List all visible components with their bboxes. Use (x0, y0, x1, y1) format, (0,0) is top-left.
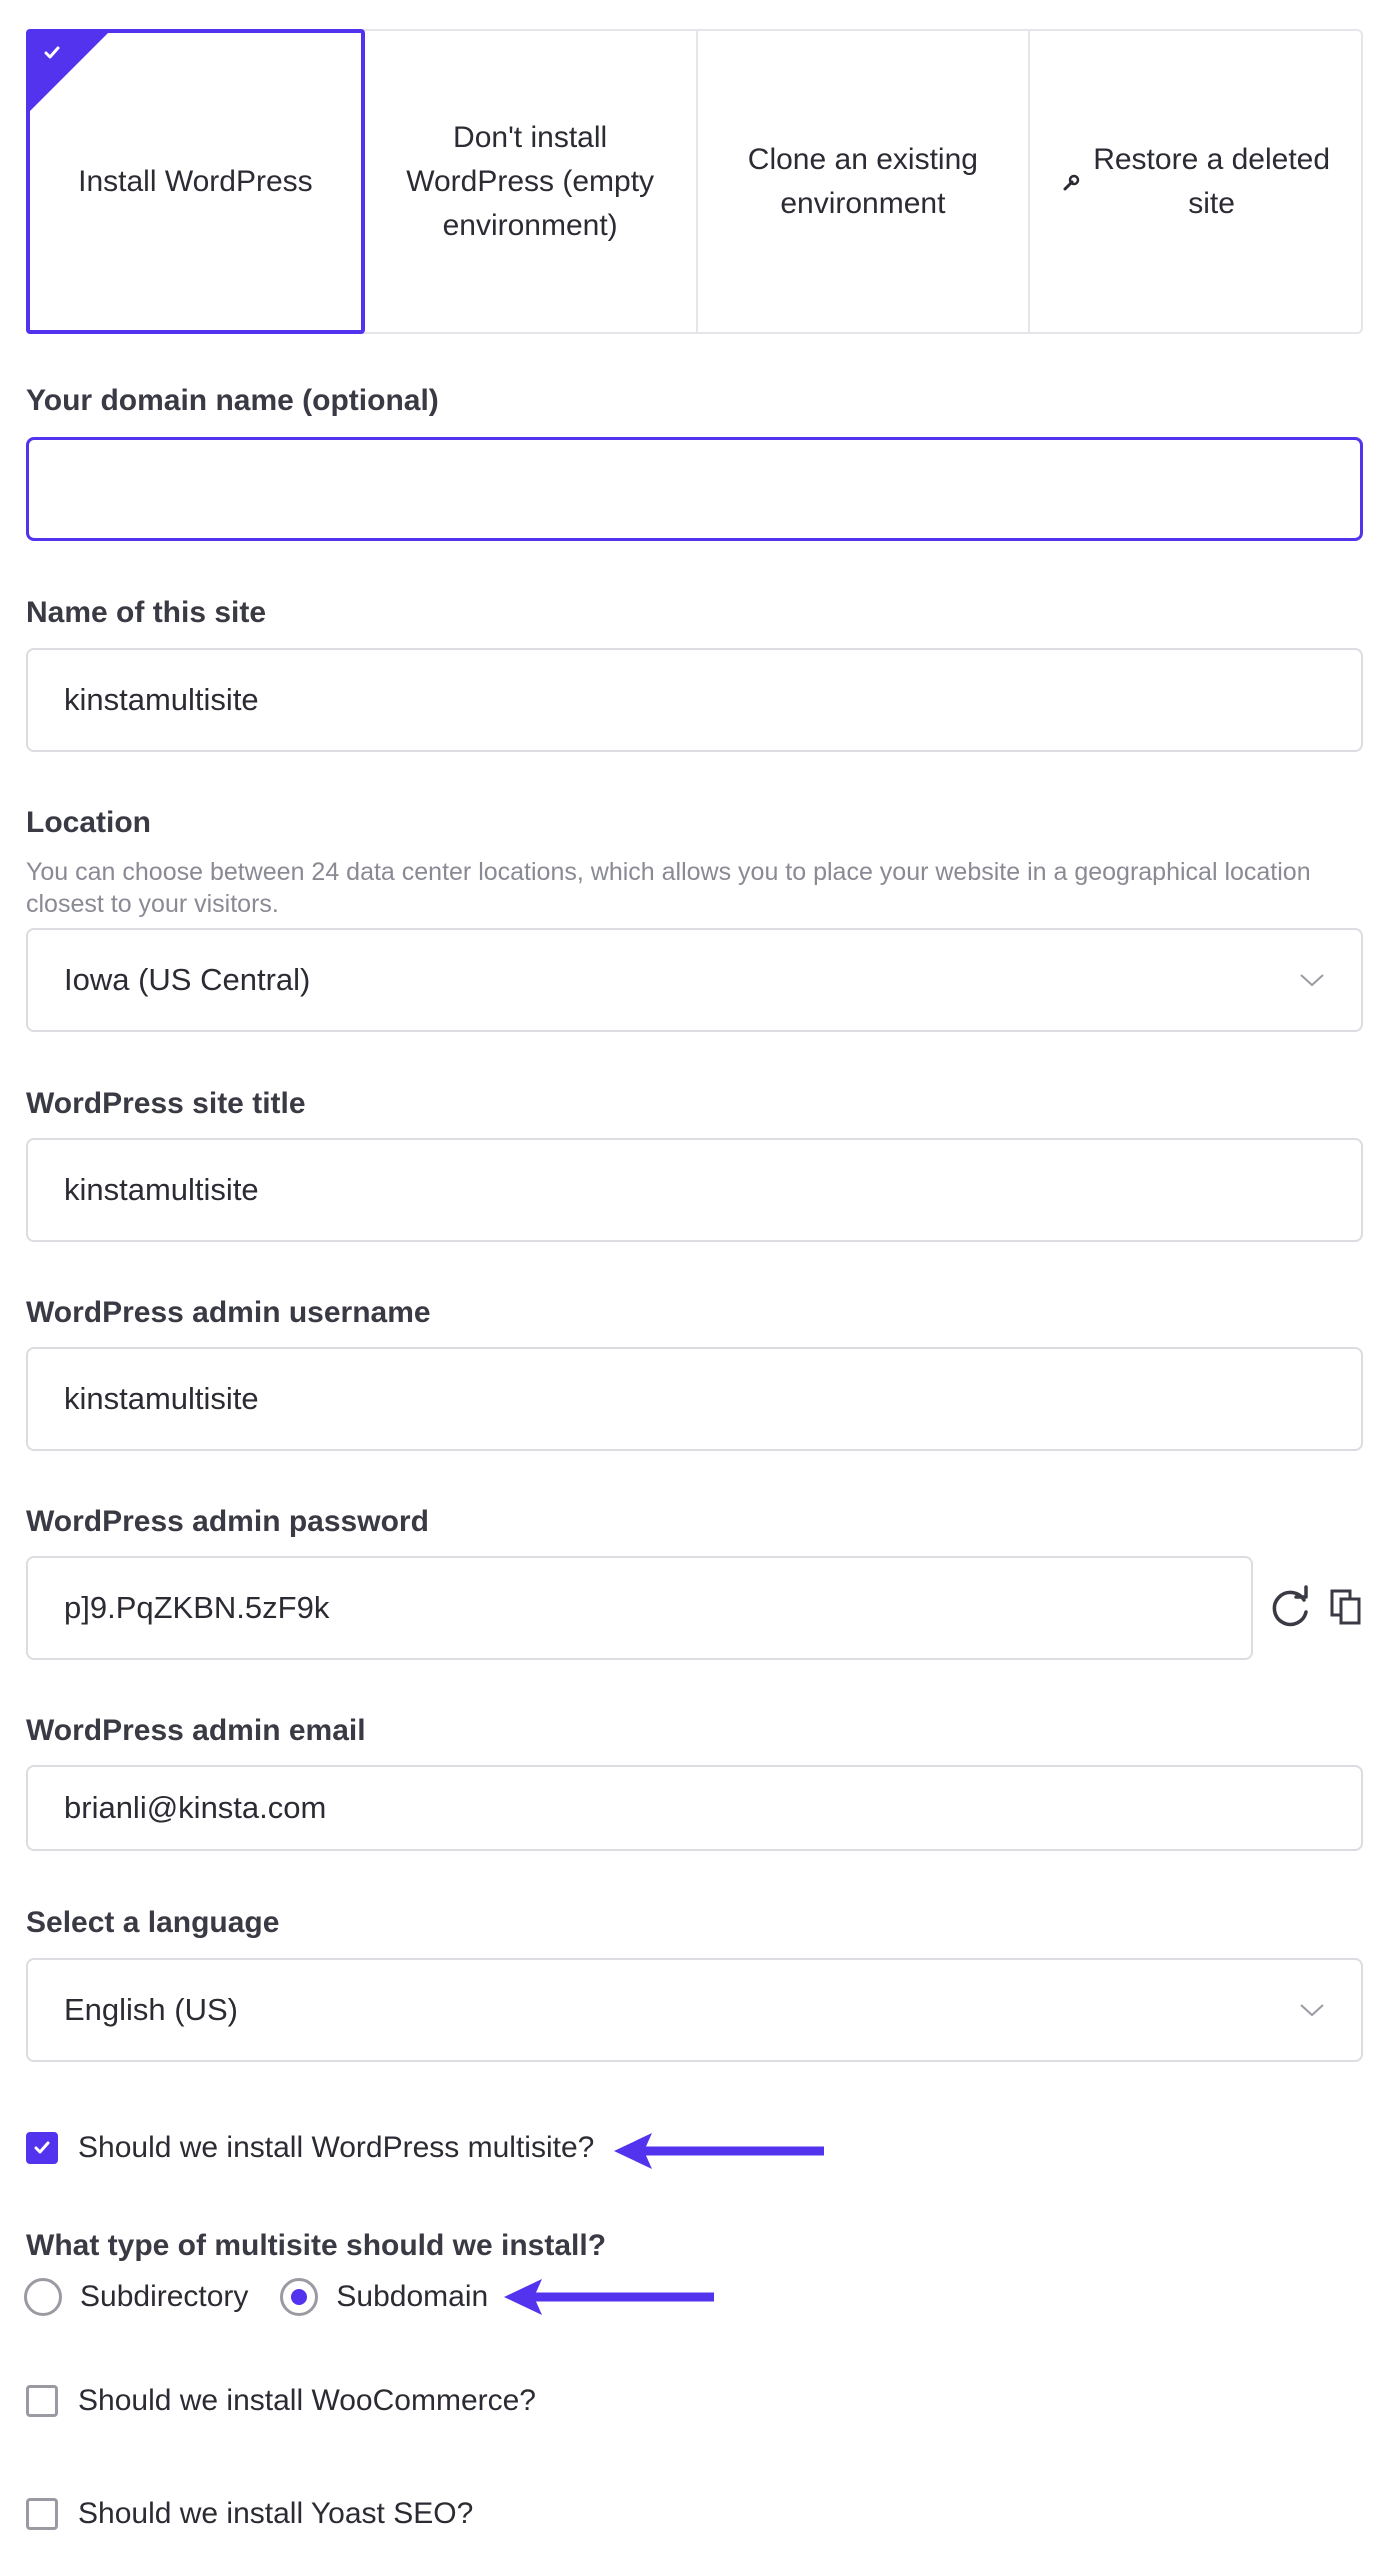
language-value: English (US) (64, 1992, 238, 2027)
location-label: Location (26, 806, 151, 839)
check-icon (34, 2141, 50, 2155)
subdomain-label: Subdomain (336, 2280, 489, 2313)
arrow-left-icon (612, 2131, 824, 2171)
yoast-option[interactable] (26, 2497, 473, 2531)
option-label: Restore a deleted site (1093, 142, 1331, 220)
wp-email-input[interactable] (26, 1765, 1363, 1851)
wp-title-input[interactable] (26, 1138, 1363, 1242)
woocommerce-option[interactable] (26, 2384, 536, 2418)
location-value: Iowa (US Central) (64, 962, 311, 997)
selected-corner (30, 33, 108, 111)
option-clone-environment[interactable] (698, 31, 1031, 332)
environment-options (26, 29, 1363, 334)
check-icon (44, 45, 60, 61)
multisite-option[interactable] (26, 2131, 594, 2165)
option-label: Don't install WordPress (empty environment) (406, 120, 655, 242)
option-label: Clone an existing environment (747, 142, 978, 220)
wp-email-label: WordPress admin email (26, 1714, 366, 1747)
regenerate-icon[interactable] (1268, 1585, 1314, 1631)
language-select[interactable] (26, 1958, 1363, 2062)
wrench-icon (1061, 171, 1083, 193)
wp-username-label: WordPress admin username (26, 1296, 431, 1329)
wp-password-label: WordPress admin password (26, 1505, 429, 1538)
woocommerce-checkbox[interactable] (26, 2385, 58, 2417)
arrow-left-icon (502, 2277, 714, 2317)
option-restore-deleted-site[interactable] (1030, 31, 1361, 332)
site-name-input[interactable] (26, 648, 1363, 752)
multisite-checkbox[interactable] (26, 2132, 58, 2164)
option-label: Install WordPress (78, 164, 313, 198)
copy-icon[interactable] (1328, 1585, 1368, 1631)
site-name-label: Name of this site (26, 596, 267, 629)
yoast-checkbox[interactable] (26, 2498, 58, 2530)
location-help: You can choose between 24 data center locations, which allows you to place your website in a geographical location closest to your visitors. (26, 858, 1311, 918)
option-install-wordpress[interactable] (26, 29, 365, 334)
wp-title-label: WordPress site title (26, 1087, 306, 1120)
chevron-down-icon (1299, 972, 1325, 988)
domain-label: Your domain name (optional) (26, 384, 439, 417)
subdirectory-radio[interactable] (24, 2278, 62, 2316)
chevron-down-icon (1299, 2002, 1325, 2018)
yoast-label: Should we install Yoast SEO? (78, 2497, 474, 2530)
radio-subdomain[interactable] (280, 2278, 488, 2316)
option-dont-install-wordpress[interactable] (365, 31, 698, 332)
language-label: Select a language (26, 1906, 280, 1939)
multisite-type-label: What type of multisite should we install? (26, 2229, 607, 2262)
subdirectory-label: Subdirectory (80, 2280, 249, 2313)
domain-input[interactable] (26, 437, 1363, 541)
multisite-type-options (24, 2278, 488, 2316)
wp-username-input[interactable] (26, 1347, 1363, 1451)
wp-password-input[interactable] (26, 1556, 1253, 1660)
radio-subdirectory[interactable] (24, 2278, 248, 2316)
location-select[interactable] (26, 928, 1363, 1032)
multisite-label: Should we install WordPress multisite? (78, 2131, 595, 2164)
woocommerce-label: Should we install WooCommerce? (78, 2384, 536, 2417)
subdomain-radio[interactable] (280, 2278, 318, 2316)
